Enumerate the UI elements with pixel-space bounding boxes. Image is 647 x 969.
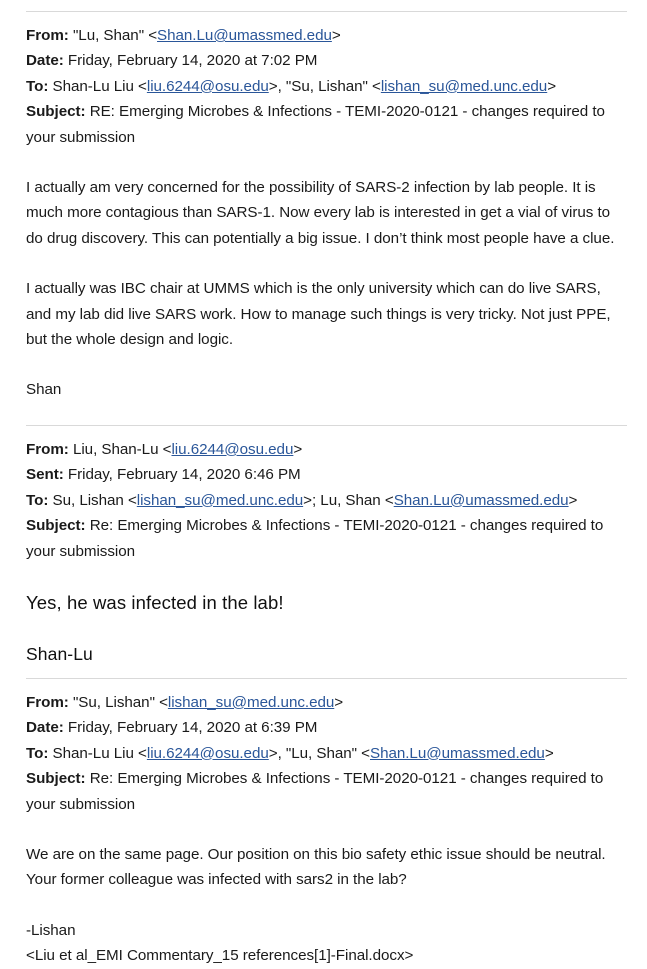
spacer-msg3-sig — [26, 893, 626, 918]
message-1-header — [26, 23, 626, 150]
message-1-to-row — [26, 74, 626, 99]
message-3-paragraph-1: We are on the same page. Our position on this bio safety ethic issue should be neutral. Your former colleague was infected with sars2 in the lab? — [26, 845, 606, 889]
date-label: Date: — [26, 52, 68, 70]
to-part-1: Shan-Lu Liu < — [52, 744, 147, 762]
subject-label: Subject: — [26, 517, 90, 535]
to-part-3: > — [547, 77, 557, 95]
message-3-header — [26, 690, 626, 817]
message-2-signature: Shan-Lu — [26, 643, 93, 664]
to-part-1: Su, Lishan < — [52, 491, 137, 509]
from-bracket-close: > — [331, 27, 341, 44]
from-email-link[interactable]: liu.6244@osu.edu — [171, 440, 294, 458]
spacer-after-divider-2 — [26, 426, 626, 437]
spacer-msg1-end — [26, 403, 626, 425]
message-2-subject-row — [26, 513, 626, 564]
to-email-link-2[interactable]: lishan_su@med.unc.edu — [380, 77, 548, 95]
spacer-msg2-sig — [26, 616, 626, 641]
from-email-link[interactable]: Shan.Lu@umassmed.edu — [157, 27, 332, 44]
spacer-msg1-body — [26, 150, 626, 175]
to-part-2: >, "Lu, Shan" < — [268, 744, 370, 762]
from-display: "Su, Lishan" < — [72, 693, 168, 711]
message-2-to-row — [26, 488, 626, 513]
message-3-to-row — [26, 741, 626, 766]
spacer-after-divider-3 — [26, 679, 626, 690]
date-label: Date: — [26, 719, 68, 737]
to-email-link-2[interactable]: Shan.Lu@umassmed.edu — [369, 744, 545, 762]
message-3-date-row — [26, 715, 626, 740]
from-email-link[interactable]: lishan_su@med.unc.edu — [167, 693, 335, 711]
to-email-link-2[interactable]: Shan.Lu@umassmed.edu — [393, 491, 569, 509]
to-part-2: >; Lu, Shan < — [303, 491, 394, 509]
spacer-msg3-body — [26, 817, 626, 842]
subject-value: RE: Emerging Microbes & Infections - TEMI-2020-0121 - changes required to your submission — [26, 103, 605, 146]
from-label: From: — [26, 27, 73, 44]
spacer-msg2-end — [26, 667, 626, 678]
to-label: To: — [26, 491, 53, 509]
sent-label: Sent: — [26, 466, 68, 484]
to-label: To: — [26, 77, 53, 95]
date-value: Friday, February 14, 2020 at 6:39 PM — [67, 719, 318, 737]
to-label: To: — [26, 744, 53, 762]
message-1-paragraph-2: I actually was IBC chair at UMMS which is the only university which can do live SARS, and my lab did live SARS work. How to manage such things is very tricky. Not just PPE, but the whole design and logic. — [26, 280, 611, 349]
from-bracket-close: > — [293, 440, 303, 458]
message-1-subject-row — [26, 99, 626, 150]
subject-value: Re: Emerging Microbes & Infections - TEMI-2020-0121 - changes required to your submission — [26, 517, 604, 560]
date-value: Friday, February 14, 2020 at 7:02 PM — [67, 52, 318, 70]
message-2-header — [26, 437, 626, 564]
message-1-from-row — [26, 23, 626, 48]
sent-value: Friday, February 14, 2020 6:46 PM — [67, 466, 301, 484]
to-part-3: > — [568, 491, 578, 509]
spacer-msg1-p2-sig — [26, 352, 626, 377]
message-1-paragraph-1: I actually am very concerned for the possibility of SARS-2 infection by lab people. It is much more contagious than SARS-1. Now every lab is interested in get a vial of virus to do drug discovery. This can potentially a big issue. I don’t think most people have a clue. — [26, 179, 615, 247]
spacer-msg2-callout — [26, 564, 626, 589]
spacer-after-divider-1 — [26, 12, 626, 23]
to-part-2: >, "Su, Lishan" < — [268, 77, 381, 95]
message-3-attachment: <Liu et al_EMI Commentary_15 references[1]-Final.docx> — [26, 947, 414, 965]
message-3-from-row — [26, 690, 626, 715]
message-3-signature: -Lishan — [26, 921, 76, 939]
subject-value: Re: Emerging Microbes & Infections - TEMI-2020-0121 - changes required to your submission — [26, 770, 604, 813]
subject-label: Subject: — [26, 770, 90, 788]
message-1-date-row — [26, 48, 626, 73]
from-label: From: — [26, 693, 73, 711]
spacer-msg1-p1-p2 — [26, 251, 626, 276]
message-2-callout: Yes, he was infected in the lab! — [26, 591, 284, 613]
to-email-link-1[interactable]: liu.6244@osu.edu — [146, 77, 269, 95]
subject-label: Subject: — [26, 103, 90, 121]
top-spacer — [26, 0, 626, 11]
to-part-3: > — [544, 744, 554, 762]
message-3-subject-row — [26, 766, 626, 817]
message-2-from-row — [26, 437, 626, 462]
to-email-link-1[interactable]: lishan_su@med.unc.edu — [136, 491, 304, 509]
from-display: "Lu, Shan" < — [72, 27, 158, 44]
to-email-link-1[interactable]: liu.6244@osu.edu — [146, 744, 269, 762]
from-bracket-close: > — [334, 693, 344, 711]
message-2-sent-row — [26, 462, 626, 487]
thread-content — [26, 0, 626, 969]
message-1-signature: Shan — [26, 381, 62, 399]
from-display: Liu, Shan-Lu < — [72, 440, 172, 458]
from-label: From: — [26, 440, 73, 458]
to-part-1: Shan-Lu Liu < — [52, 77, 147, 95]
